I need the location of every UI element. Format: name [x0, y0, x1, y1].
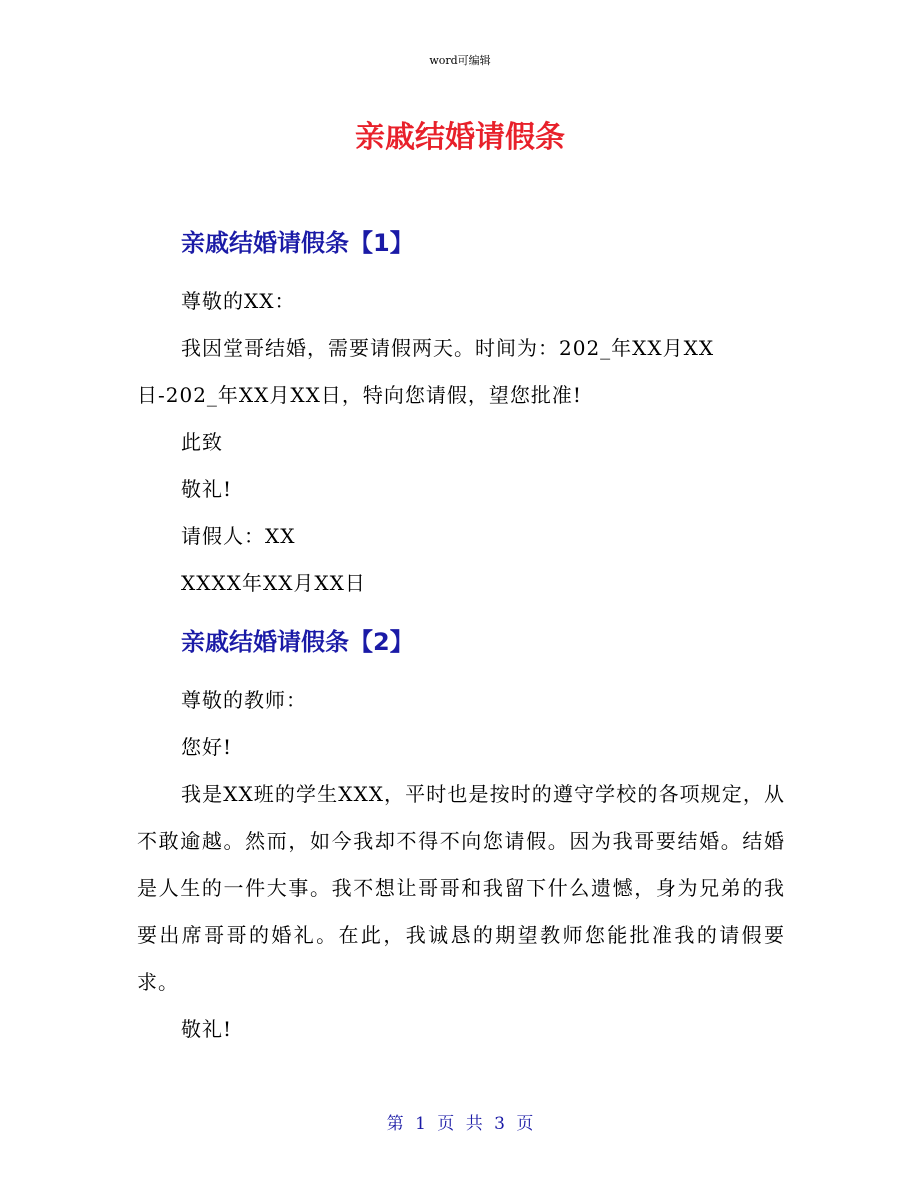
body-paragraph: 我是XX班的学生XXX，平时也是按时的遵守学校的各项规定，从不敢逾越。然而，如今我却不得不向您请假。因为我哥要结婚。结婚是人生的一件大事。我不想让哥哥和我留下什么遗憾，身为兄弟的我要出席哥哥的婚礼。在此，我诚恳的期望教师您能批准我的请假要求。	[137, 782, 785, 994]
section-heading-1: 亲戚结婚请假条【1】	[181, 229, 414, 257]
greeting: 您好!	[181, 735, 233, 759]
closing-salute: 敬礼!	[181, 477, 233, 501]
document-title: 亲戚结婚请假条	[355, 120, 565, 155]
page-indicator: 第 1 页 共 3 页	[386, 1114, 534, 1134]
salutation: 尊敬的教师：	[181, 688, 307, 712]
closing-line: 此致	[181, 430, 223, 454]
requester-line: 请假人：XX	[181, 524, 296, 548]
closing-salute: 敬礼!	[181, 1017, 233, 1041]
date-line: XXXX年XX月XX日	[181, 571, 366, 595]
header-note: word可编辑	[429, 54, 491, 67]
document-body	[137, 220, 785, 1053]
salutation: 尊敬的XX：	[181, 289, 296, 313]
section-heading-2: 亲戚结婚请假条【2】	[181, 628, 414, 656]
body-paragraph: 我因堂哥结婚，需要请假两天。时间为：202_年XX月XX日-202_年XX月XX日，特向您请假，望您批准!	[137, 336, 715, 407]
